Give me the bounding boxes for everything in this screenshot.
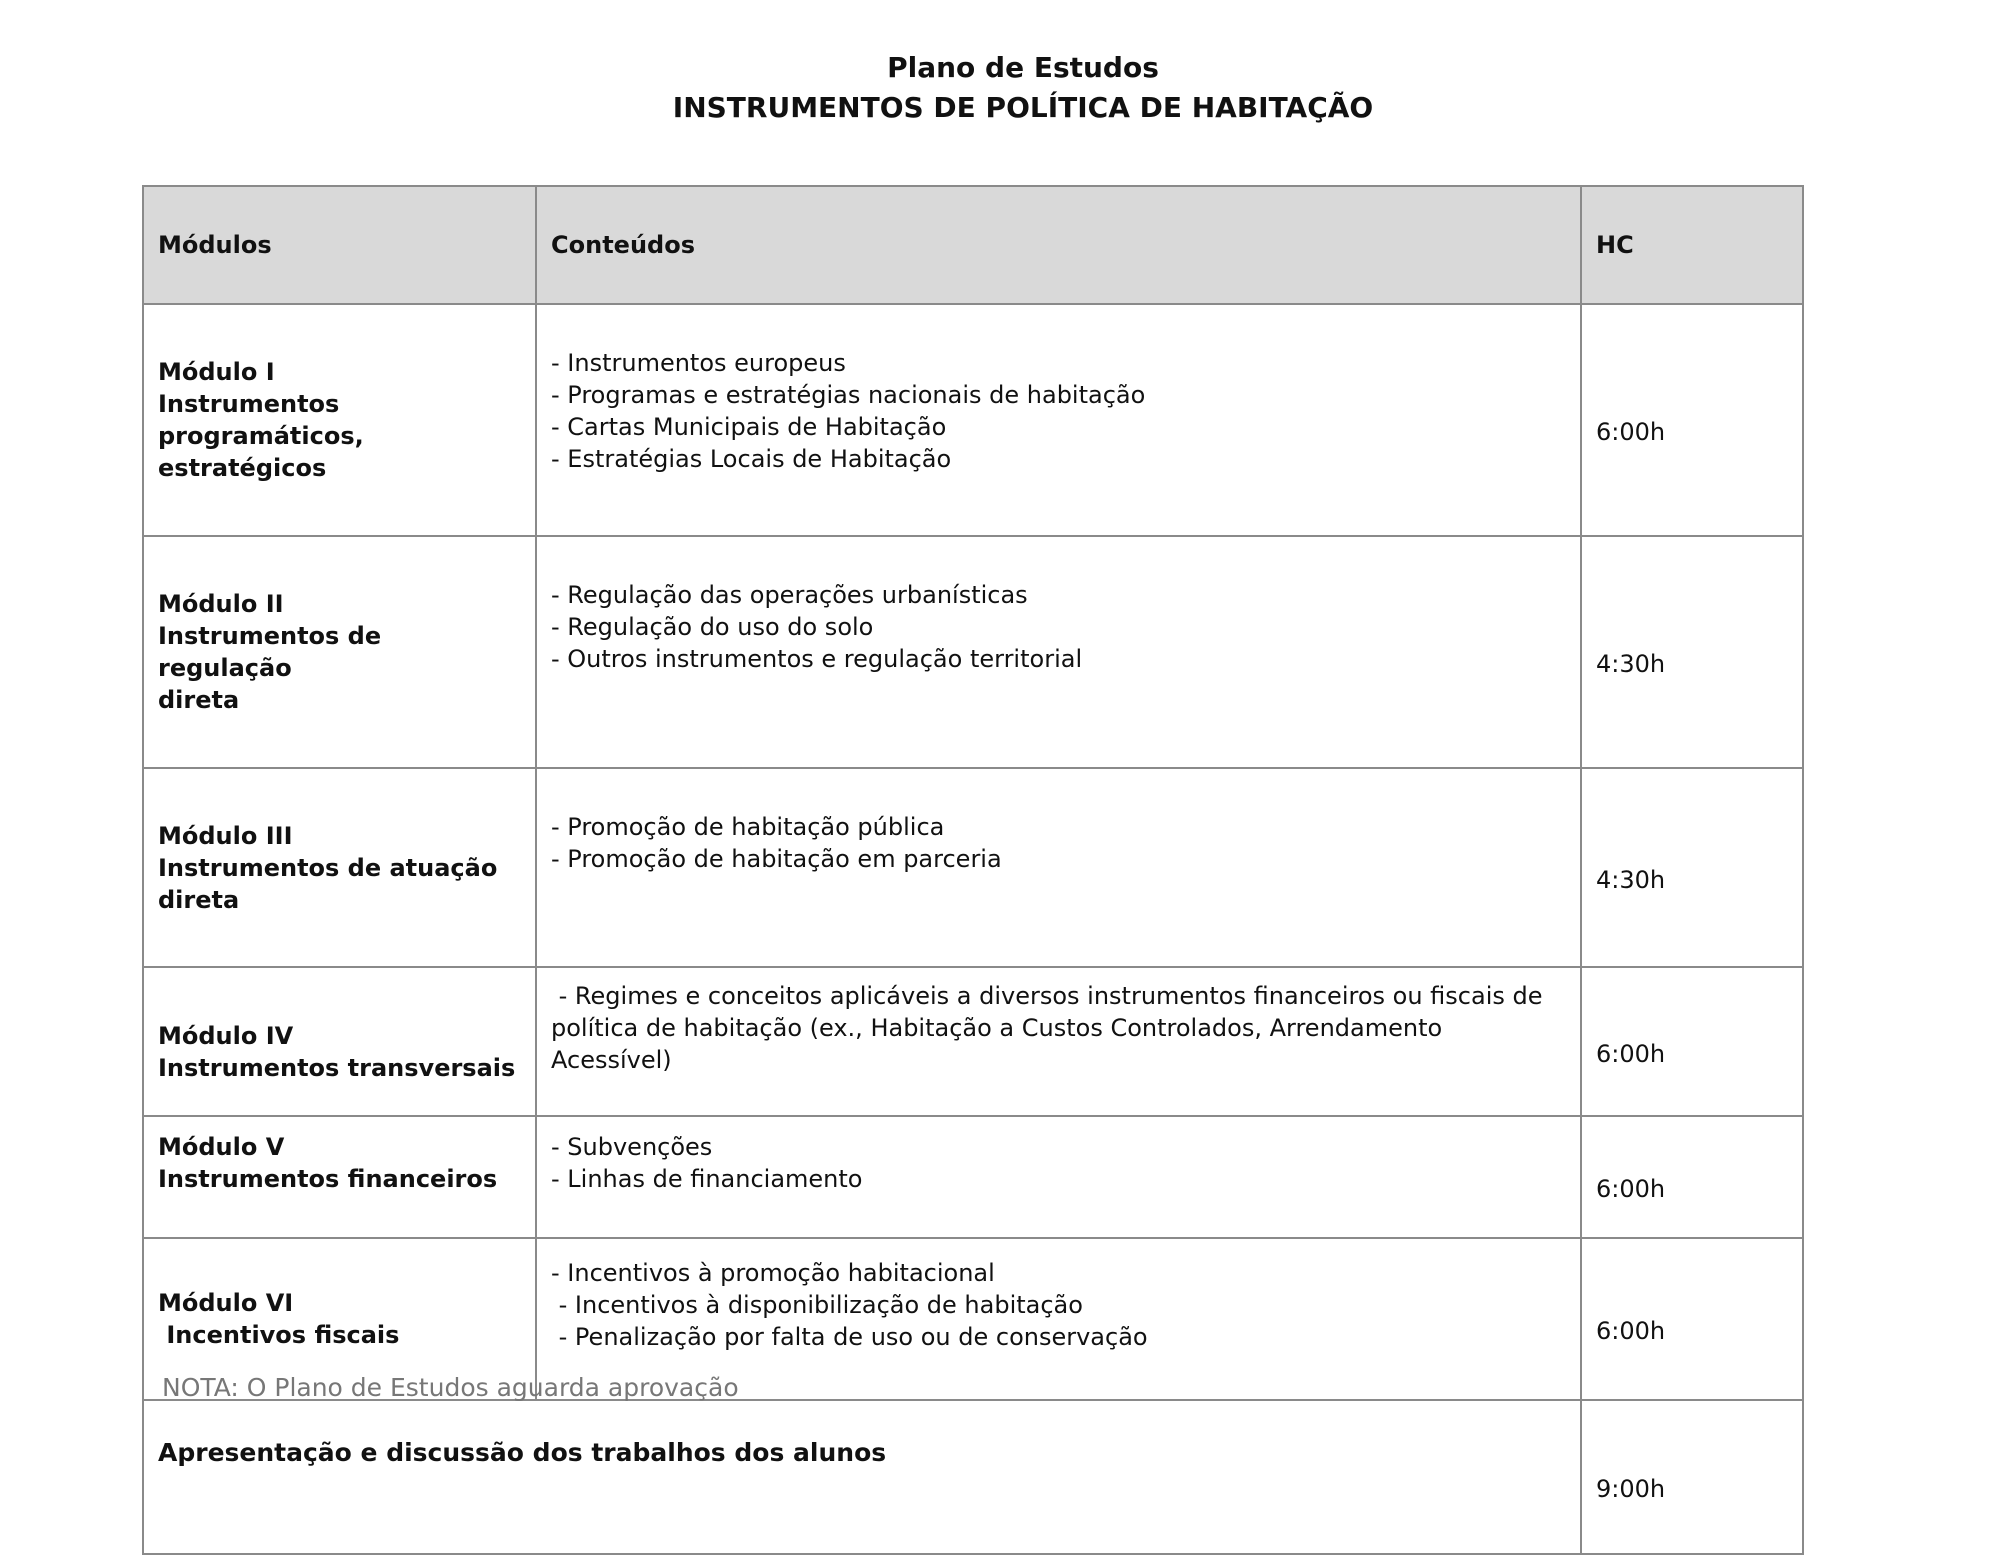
column-header-modules: Módulos [143,186,536,304]
module-cell [143,304,536,536]
hc-cell [1581,1238,1803,1400]
module-contents: - Promoção de habitação pública - Promoção de habitação em parceria [551,813,1002,873]
module-number: Módulo II [158,590,284,618]
document-title: Plano de Estudos [887,51,1159,84]
contents-cell [536,304,1581,536]
hc-cell [1581,304,1803,536]
module-number: Módulo I [158,358,275,386]
table-row [143,536,1803,768]
table-row [143,768,1803,967]
column-header-contents: Conteúdos [536,186,1581,304]
module-title: Incentivos fiscais [158,1321,400,1349]
module-number: Módulo III [158,821,293,850]
approval-note: NOTA: O Plano de Estudos aguarda aprovação [162,1373,739,1402]
module-title: Instrumentos programáticos, estratégicos [158,390,364,482]
module-cell [143,967,536,1116]
module-number: Módulo V [158,1133,285,1161]
module-cell [143,1116,536,1238]
module-number: Módulo IV [158,1021,294,1050]
contents-cell [536,768,1581,967]
hc-value: 4:30h [1596,865,1666,894]
hc-cell [1581,1116,1803,1238]
module-cell [143,768,536,967]
module-contents: - Subvenções - Linhas de financiamento [551,1133,863,1193]
hc-cell [1581,536,1803,768]
contents-cell [536,536,1581,768]
student-presentations-label: Apresentação e discussão dos trabalhos dos alunos [143,1400,1581,1554]
hc-cell [1581,768,1803,967]
contents-cell [536,967,1581,1116]
module-title: Instrumentos de atuação direta [158,853,498,914]
hc-cell [1581,967,1803,1116]
hc-value: 6:00h [1596,1317,1666,1345]
hc-value: 6:00h [1596,1175,1666,1203]
document-subtitle: INSTRUMENTOS DE POLÍTICA DE HABITAÇÃO [672,91,1374,124]
hc-value: 6:00h [1596,418,1666,446]
module-contents: - Instrumentos europeus - Programas e estratégias nacionais de habitação - Cartas Municipais de Habitação - Estratégias Locais de Habitação [551,349,1146,473]
module-number: Módulo VI [158,1289,294,1317]
document-header [0,48,2000,128]
table-row [143,1116,1803,1238]
hc-value: 4:30h [1596,650,1666,678]
hc-value: 6:00h [1596,1039,1666,1068]
study-plan-table [142,185,1804,1555]
column-header-hc: HC [1581,186,1803,304]
table-row-final [143,1400,1803,1554]
module-contents: - Incentivos à promoção habitacional - Incentivos à disponibilização de habitação - Penalização por falta de uso ou de conservação [551,1259,1148,1351]
contents-cell [536,1116,1581,1238]
module-cell [143,536,536,768]
module-contents: - Regulação das operações urbanísticas - Regulação do uso do solo - Outros instrumentos e regulação territorial [551,581,1083,673]
module-contents: - Regimes e conceitos aplicáveis a diversos instrumentos financeiros ou fiscais de política de habitação (ex., Habitação a Custos Controlados, Arrendamento Acessível) [551,982,1551,1074]
hc-value: 9:00h [1596,1475,1666,1503]
table-row [143,967,1803,1116]
module-title: Instrumentos transversais [158,1053,516,1082]
module-title: Instrumentos de regulação direta [158,622,382,714]
table-row [143,304,1803,536]
hc-cell [1581,1400,1803,1554]
table-header-row [143,186,1803,304]
module-title: Instrumentos financeiros [158,1165,498,1193]
